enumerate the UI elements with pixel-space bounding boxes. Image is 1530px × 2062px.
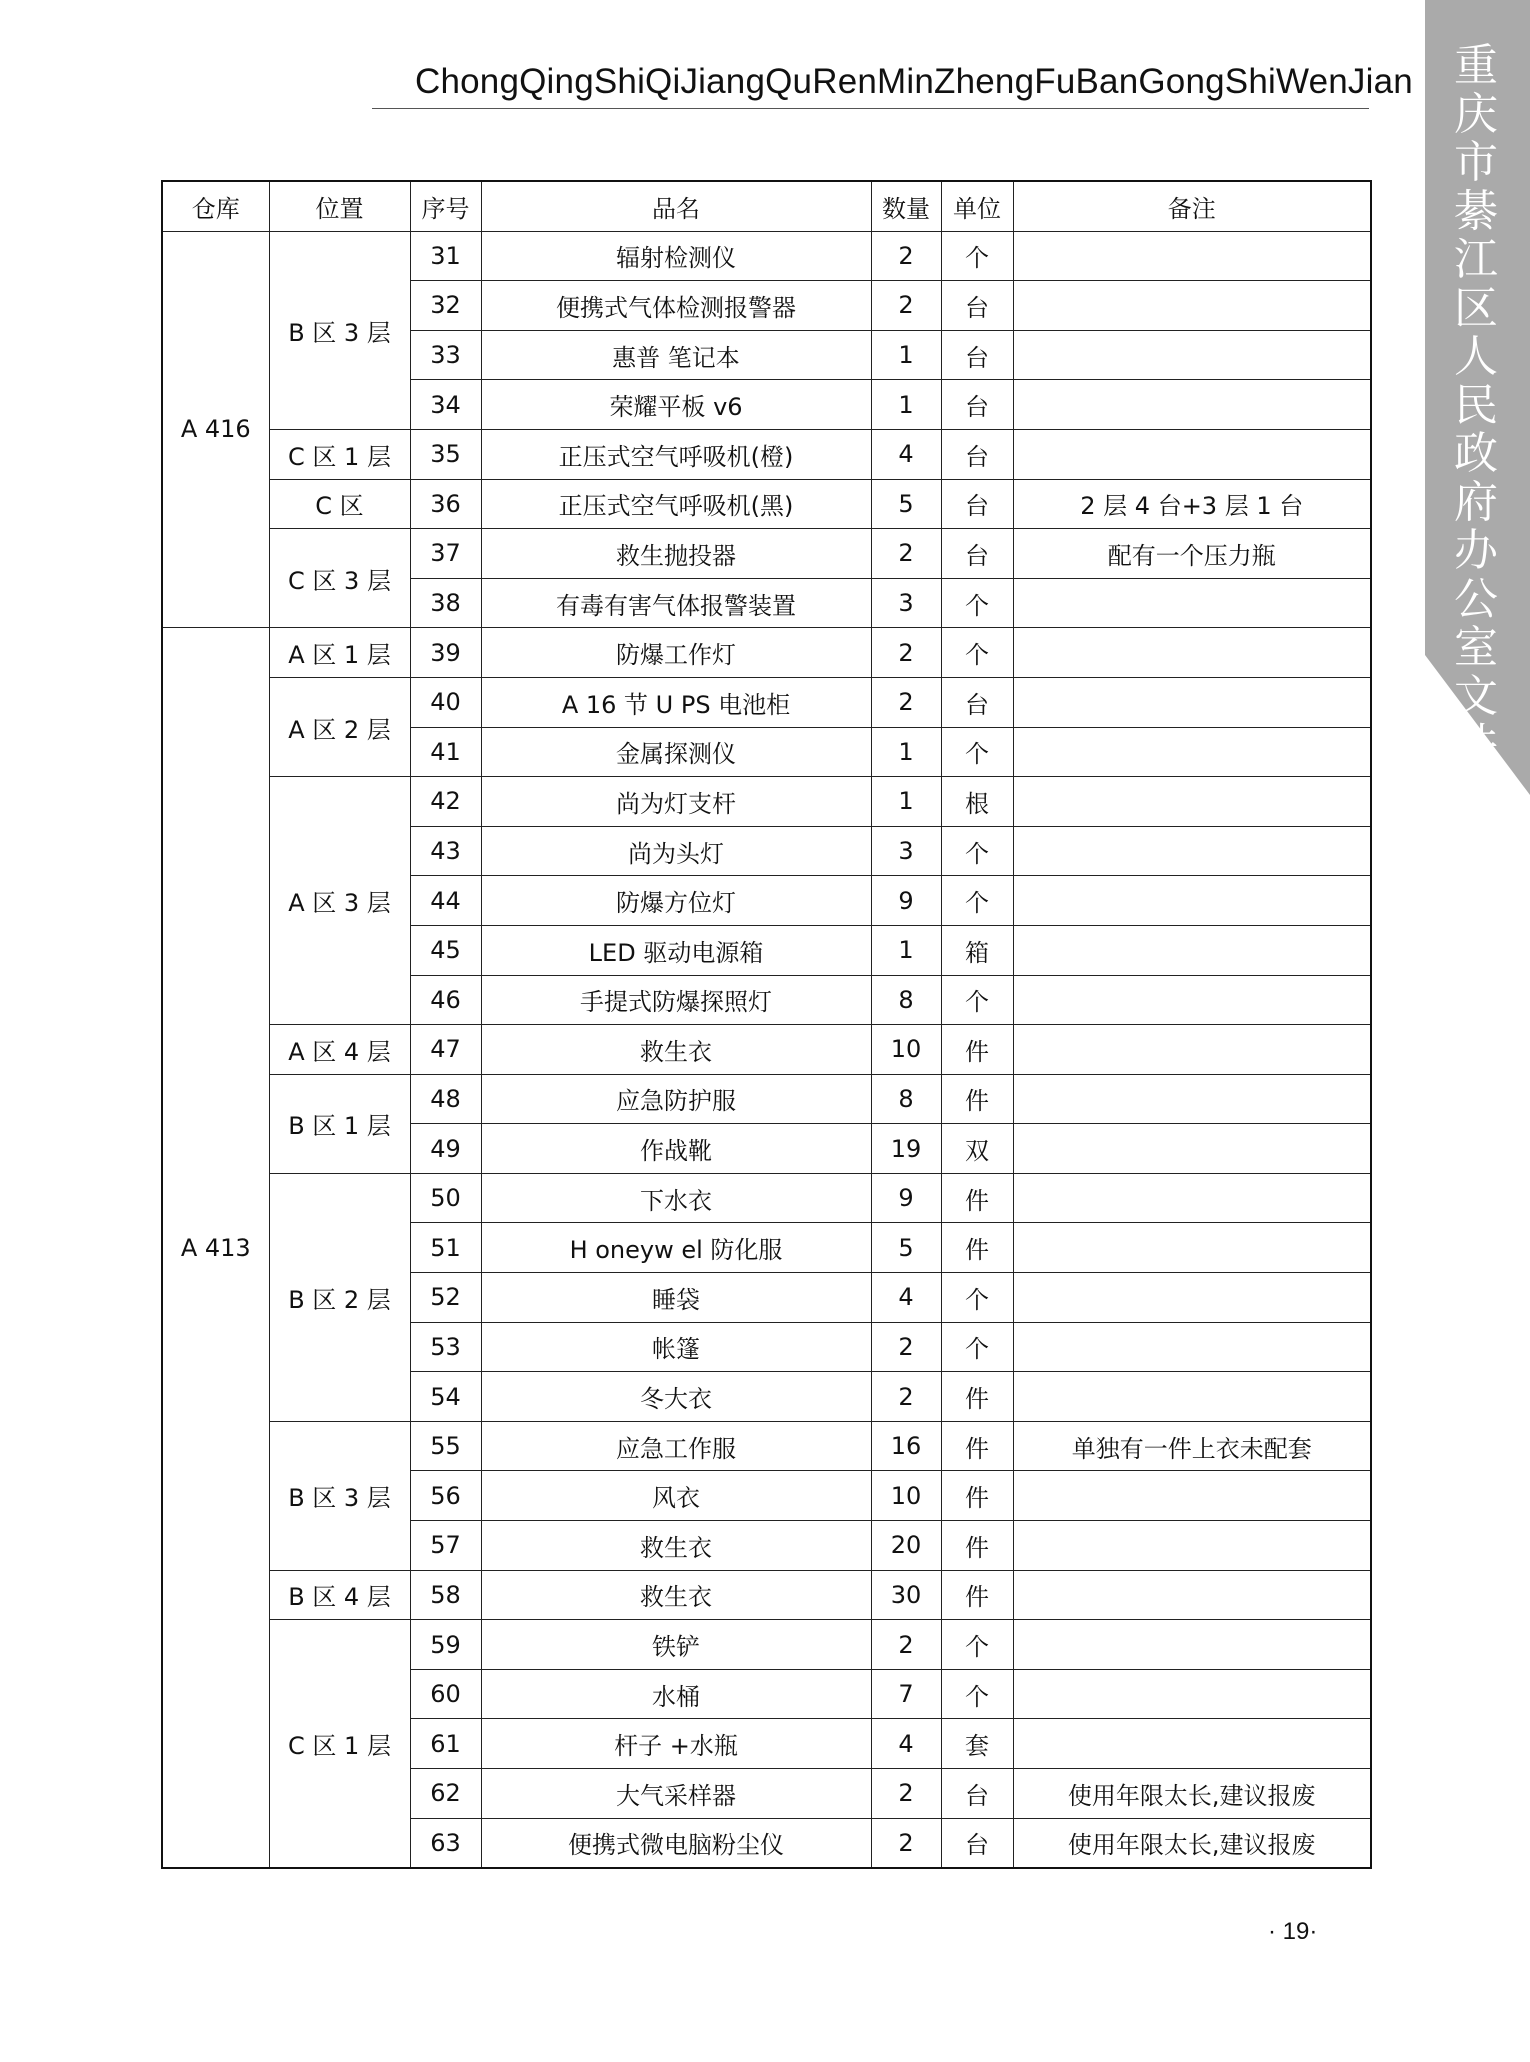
- cell-item-name: 有毒有害气体报警装置: [481, 578, 871, 628]
- col-header-quantity: 数量: [871, 181, 941, 231]
- cell-item-name: 大气采样器: [481, 1769, 871, 1819]
- cell-item-name: 正压式空气呼吸机(黑): [481, 479, 871, 529]
- cell-location: C 区 1 层: [269, 1620, 410, 1868]
- cell-quantity: 2: [871, 529, 941, 579]
- cell-location: A 区 2 层: [269, 677, 410, 776]
- cell-serial: 42: [410, 777, 481, 827]
- table-row: [162, 628, 1371, 678]
- cell-item-name: 便携式气体检测报警器: [481, 281, 871, 331]
- cell-item-name: 作战靴: [481, 1124, 871, 1174]
- cell-quantity: 2: [871, 677, 941, 727]
- cell-item-name: 金属探测仪: [481, 727, 871, 777]
- cell-item-name: 杆子 +水瓶: [481, 1719, 871, 1769]
- cell-serial: 51: [410, 1223, 481, 1273]
- cell-quantity: 7: [871, 1669, 941, 1719]
- cell-unit: 件: [941, 1471, 1013, 1521]
- side-tab-char: 公: [1454, 573, 1498, 625]
- cell-quantity: 19: [871, 1124, 941, 1174]
- cell-unit: 台: [941, 429, 1013, 479]
- cell-item-name: 铁铲: [481, 1620, 871, 1670]
- cell-unit: 台: [941, 1769, 1013, 1819]
- cell-unit: 个: [941, 628, 1013, 678]
- cell-quantity: 2: [871, 1372, 941, 1422]
- table-row: [162, 777, 1371, 827]
- cell-serial: 60: [410, 1669, 481, 1719]
- cell-location: A 区 1 层: [269, 628, 410, 678]
- cell-note: [1013, 975, 1371, 1025]
- table-row: [162, 429, 1371, 479]
- cell-note: [1013, 925, 1371, 975]
- cell-unit: 双: [941, 1124, 1013, 1174]
- cell-serial: 58: [410, 1570, 481, 1620]
- cell-quantity: 2: [871, 628, 941, 678]
- cell-serial: 46: [410, 975, 481, 1025]
- cell-note: [1013, 231, 1371, 281]
- cell-unit: 台: [941, 529, 1013, 579]
- cell-item-name: 尚为头灯: [481, 826, 871, 876]
- side-tab-char: 室: [1454, 622, 1498, 673]
- cell-unit: 件: [941, 1521, 1013, 1571]
- cell-location: B 区 1 层: [269, 1074, 410, 1173]
- cell-warehouse: A 413: [162, 628, 269, 1868]
- side-tab-char: 办: [1454, 525, 1498, 576]
- cell-unit: 台: [941, 1818, 1013, 1868]
- cell-serial: 37: [410, 529, 481, 579]
- cell-location: A 区 3 层: [269, 777, 410, 1025]
- cell-serial: 41: [410, 727, 481, 777]
- cell-unit: 套: [941, 1719, 1013, 1769]
- header-rule: [372, 108, 1369, 109]
- cell-serial: 31: [410, 231, 481, 281]
- cell-note: [1013, 876, 1371, 926]
- side-tab-char: 区: [1454, 282, 1498, 334]
- table-row: [162, 529, 1371, 579]
- cell-quantity: 5: [871, 1223, 941, 1273]
- cell-note: [1013, 380, 1371, 430]
- cell-unit: 个: [941, 1322, 1013, 1372]
- inventory-table: [161, 180, 1372, 1869]
- cell-note: [1013, 281, 1371, 331]
- col-header-location: 位置: [269, 181, 410, 231]
- cell-item-name: 救生衣: [481, 1025, 871, 1075]
- cell-item-name: H oneyw el 防化服: [481, 1223, 871, 1273]
- table-row: [162, 677, 1371, 727]
- cell-item-name: 荣耀平板 v6: [481, 380, 871, 430]
- cell-note: [1013, 826, 1371, 876]
- cell-serial: 53: [410, 1322, 481, 1372]
- cell-note: [1013, 1173, 1371, 1223]
- cell-unit: 个: [941, 1669, 1013, 1719]
- cell-location: C 区 3 层: [269, 529, 410, 628]
- cell-item-name: 便携式微电脑粉尘仪: [481, 1818, 871, 1868]
- cell-unit: 个: [941, 826, 1013, 876]
- cell-item-name: 惠普 笔记本: [481, 330, 871, 380]
- cell-quantity: 1: [871, 330, 941, 380]
- cell-item-name: LED 驱动电源箱: [481, 925, 871, 975]
- cell-note: [1013, 677, 1371, 727]
- cell-location: B 区 3 层: [269, 1421, 410, 1570]
- table-row: [162, 231, 1371, 281]
- col-header-warehouse: 仓库: [162, 181, 269, 231]
- cell-serial: 47: [410, 1025, 481, 1075]
- cell-note: [1013, 1124, 1371, 1174]
- cell-quantity: 2: [871, 1620, 941, 1670]
- cell-unit: 个: [941, 1273, 1013, 1323]
- cell-unit: 件: [941, 1570, 1013, 1620]
- cell-serial: 52: [410, 1273, 481, 1323]
- cell-note: [1013, 1719, 1371, 1769]
- col-header-note: 备注: [1013, 181, 1371, 231]
- side-tab-char: 重: [1454, 40, 1498, 91]
- cell-unit: 个: [941, 578, 1013, 628]
- cell-serial: 33: [410, 330, 481, 380]
- side-tab-char: 文: [1454, 670, 1498, 722]
- cell-serial: 63: [410, 1818, 481, 1868]
- cell-serial: 62: [410, 1769, 481, 1819]
- cell-note: 配有一个压力瓶: [1013, 529, 1371, 579]
- cell-note: [1013, 1372, 1371, 1422]
- side-tab-char: 府: [1454, 476, 1498, 528]
- cell-quantity: 9: [871, 1173, 941, 1223]
- side-tab-char: 庆: [1454, 88, 1498, 140]
- cell-note: 单独有一件上衣未配套: [1013, 1421, 1371, 1471]
- cell-location: B 区 3 层: [269, 231, 410, 429]
- cell-quantity: 1: [871, 777, 941, 827]
- cell-location: A 区 4 层: [269, 1025, 410, 1075]
- cell-quantity: 1: [871, 727, 941, 777]
- cell-quantity: 3: [871, 578, 941, 628]
- side-tab-char: 政: [1454, 428, 1498, 479]
- cell-unit: 台: [941, 479, 1013, 529]
- cell-quantity: 10: [871, 1471, 941, 1521]
- cell-quantity: 1: [871, 380, 941, 430]
- table-row: [162, 1173, 1371, 1223]
- cell-serial: 50: [410, 1173, 481, 1223]
- cell-serial: 35: [410, 429, 481, 479]
- table-row: [162, 1620, 1371, 1670]
- cell-unit: 件: [941, 1372, 1013, 1422]
- side-tab-title: [1445, 42, 1507, 770]
- cell-serial: 39: [410, 628, 481, 678]
- cell-unit: 台: [941, 380, 1013, 430]
- cell-quantity: 4: [871, 1273, 941, 1323]
- cell-unit: 台: [941, 330, 1013, 380]
- cell-item-name: 尚为灯支杆: [481, 777, 871, 827]
- cell-location: B 区 4 层: [269, 1570, 410, 1620]
- cell-note: [1013, 1521, 1371, 1571]
- cell-serial: 61: [410, 1719, 481, 1769]
- table-header-row: [162, 181, 1371, 231]
- side-tab-char: 江: [1454, 234, 1498, 285]
- cell-unit: 个: [941, 231, 1013, 281]
- cell-quantity: 4: [871, 1719, 941, 1769]
- cell-item-name: 睡袋: [481, 1273, 871, 1323]
- cell-serial: 40: [410, 677, 481, 727]
- cell-note: [1013, 1322, 1371, 1372]
- cell-serial: 49: [410, 1124, 481, 1174]
- cell-unit: 个: [941, 975, 1013, 1025]
- cell-serial: 32: [410, 281, 481, 331]
- cell-note: [1013, 1669, 1371, 1719]
- page-number: · 19·: [1268, 1918, 1318, 1945]
- cell-warehouse: A 416: [162, 231, 269, 628]
- cell-note: 2 层 4 台+3 层 1 台: [1013, 479, 1371, 529]
- table-row: [162, 1421, 1371, 1471]
- cell-quantity: 5: [871, 479, 941, 529]
- cell-serial: 38: [410, 578, 481, 628]
- cell-item-name: 应急防护服: [481, 1074, 871, 1124]
- cell-quantity: 8: [871, 1074, 941, 1124]
- cell-note: [1013, 727, 1371, 777]
- cell-location: C 区 1 层: [269, 429, 410, 479]
- side-tab-char: 綦: [1454, 185, 1498, 237]
- cell-serial: 43: [410, 826, 481, 876]
- cell-note: 使用年限太长,建议报废: [1013, 1818, 1371, 1868]
- cell-note: [1013, 628, 1371, 678]
- cell-item-name: 帐篷: [481, 1322, 871, 1372]
- cell-unit: 件: [941, 1025, 1013, 1075]
- running-header: ChongQingShiQiJiangQuRenMinZhengFuBanGongShiWenJian: [415, 62, 1413, 101]
- cell-serial: 56: [410, 1471, 481, 1521]
- col-header-item-name: 品名: [481, 181, 871, 231]
- table-row: [162, 1570, 1371, 1620]
- cell-item-name: 防爆方位灯: [481, 876, 871, 926]
- cell-location: C 区: [269, 479, 410, 529]
- cell-unit: 件: [941, 1173, 1013, 1223]
- cell-item-name: 下水衣: [481, 1173, 871, 1223]
- cell-unit: 件: [941, 1223, 1013, 1273]
- cell-serial: 59: [410, 1620, 481, 1670]
- cell-quantity: 2: [871, 1322, 941, 1372]
- cell-item-name: 应急工作服: [481, 1421, 871, 1471]
- cell-quantity: 2: [871, 281, 941, 331]
- col-header-serial: 序号: [410, 181, 481, 231]
- cell-serial: 34: [410, 380, 481, 430]
- table-row: [162, 1074, 1371, 1124]
- cell-note: [1013, 1025, 1371, 1075]
- cell-item-name: 辐射检测仪: [481, 231, 871, 281]
- cell-item-name: 救生衣: [481, 1570, 871, 1620]
- table-row: [162, 479, 1371, 529]
- cell-quantity: 2: [871, 1769, 941, 1819]
- cell-note: 使用年限太长,建议报废: [1013, 1769, 1371, 1819]
- cell-note: [1013, 1570, 1371, 1620]
- cell-serial: 44: [410, 876, 481, 926]
- cell-item-name: 救生衣: [481, 1521, 871, 1571]
- cell-serial: 45: [410, 925, 481, 975]
- side-tab-char: 件: [1454, 719, 1498, 770]
- cell-unit: 台: [941, 281, 1013, 331]
- cell-note: [1013, 777, 1371, 827]
- cell-quantity: 4: [871, 429, 941, 479]
- cell-serial: 36: [410, 479, 481, 529]
- col-header-unit: 单位: [941, 181, 1013, 231]
- cell-item-name: 正压式空气呼吸机(橙): [481, 429, 871, 479]
- cell-serial: 54: [410, 1372, 481, 1422]
- cell-note: [1013, 1620, 1371, 1670]
- cell-note: [1013, 429, 1371, 479]
- side-tab-char: 人: [1454, 331, 1498, 382]
- cell-quantity: 3: [871, 826, 941, 876]
- cell-quantity: 9: [871, 876, 941, 926]
- cell-note: [1013, 578, 1371, 628]
- cell-note: [1013, 330, 1371, 380]
- cell-unit: 件: [941, 1074, 1013, 1124]
- cell-quantity: 16: [871, 1421, 941, 1471]
- cell-note: [1013, 1471, 1371, 1521]
- cell-quantity: 30: [871, 1570, 941, 1620]
- cell-unit: 箱: [941, 925, 1013, 975]
- cell-quantity: 1: [871, 925, 941, 975]
- cell-note: [1013, 1223, 1371, 1273]
- cell-item-name: 救生抛投器: [481, 529, 871, 579]
- table-row: [162, 1025, 1371, 1075]
- side-tab-char: 市: [1454, 137, 1498, 188]
- cell-unit: 个: [941, 876, 1013, 926]
- cell-quantity: 2: [871, 231, 941, 281]
- cell-serial: 57: [410, 1521, 481, 1571]
- cell-item-name: 冬大衣: [481, 1372, 871, 1422]
- cell-serial: 48: [410, 1074, 481, 1124]
- cell-item-name: 防爆工作灯: [481, 628, 871, 678]
- cell-unit: 个: [941, 727, 1013, 777]
- cell-note: [1013, 1273, 1371, 1323]
- cell-quantity: 20: [871, 1521, 941, 1571]
- cell-quantity: 10: [871, 1025, 941, 1075]
- cell-unit: 个: [941, 1620, 1013, 1670]
- cell-note: [1013, 1074, 1371, 1124]
- cell-quantity: 2: [871, 1818, 941, 1868]
- cell-unit: 台: [941, 677, 1013, 727]
- cell-unit: 根: [941, 777, 1013, 827]
- cell-location: B 区 2 层: [269, 1173, 410, 1421]
- cell-item-name: 风衣: [481, 1471, 871, 1521]
- cell-quantity: 8: [871, 975, 941, 1025]
- cell-unit: 件: [941, 1421, 1013, 1471]
- cell-item-name: 水桶: [481, 1669, 871, 1719]
- cell-item-name: A 16 节 U PS 电池柜: [481, 677, 871, 727]
- cell-item-name: 手提式防爆探照灯: [481, 975, 871, 1025]
- cell-serial: 55: [410, 1421, 481, 1471]
- side-tab-char: 民: [1454, 379, 1498, 431]
